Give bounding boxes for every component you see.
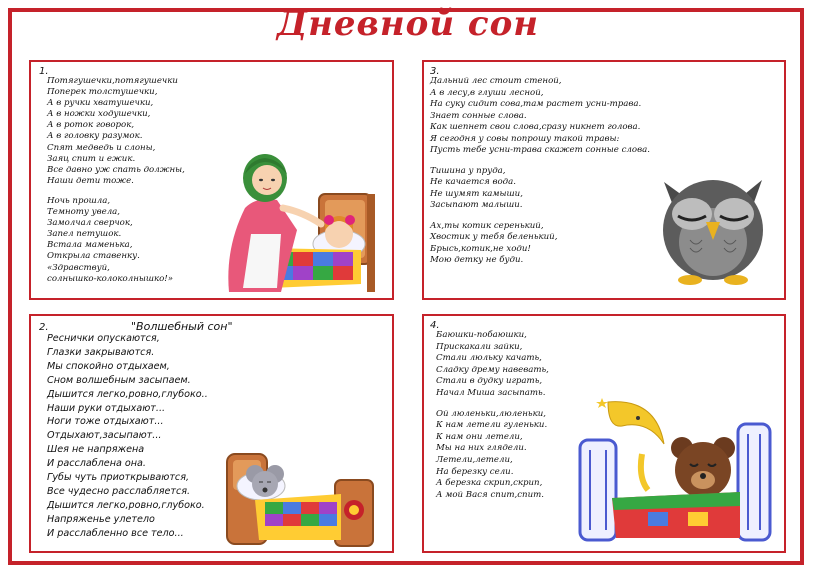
- poem-line: Сном волшебным засыпаем.: [47, 374, 191, 386]
- stanza-gap: [436, 400, 549, 409]
- poem-line: Мою детку не буди.: [430, 255, 524, 265]
- poem-line: Глазки закрываются.: [47, 346, 155, 358]
- poem-line: К нам летели гуленьки.: [436, 420, 548, 431]
- poem-line: Знает сонные слова.: [430, 110, 527, 121]
- poem-line: Напряженье улетело: [47, 513, 155, 525]
- poem-line: Наши руки отдыхают...: [47, 402, 166, 414]
- poem-line: Дышится легко,ровно,глубоко.: [47, 499, 205, 511]
- poem-line: «Здравствуй,: [47, 262, 110, 273]
- poem-line: Ах,ты котик серенький,: [430, 220, 544, 231]
- panel-number: 1.: [39, 66, 49, 77]
- poem-line: Не качается вода.: [430, 177, 516, 187]
- poem-line: Потягушечки,потягушечки: [47, 76, 178, 86]
- poem-line: Стали люльку качать,: [436, 353, 542, 364]
- poem-line: Засыпают малыши.: [430, 200, 523, 210]
- poem-line: Губы чуть приоткрываются,: [47, 472, 190, 484]
- poem-panel-2: [29, 314, 394, 553]
- poem-line: Замолчал сверчок,: [47, 218, 133, 229]
- poem-line: Тишина у пруда,: [430, 165, 506, 176]
- poem-line: Ой люленьки,люленьки,: [436, 408, 546, 419]
- panel-number: 2.: [39, 322, 49, 333]
- poem-panel-1: [29, 60, 394, 300]
- panel-number: 3.: [430, 66, 440, 77]
- poem-line: Пусть тебе усни-трава скажет сонные слова.: [430, 145, 650, 155]
- poem-line: Мы спокойно отдыхаем,: [47, 360, 170, 372]
- poem-line: Дышится легко,ровно,глубоко..: [47, 388, 208, 400]
- poem-line: Хвостик у тебя беленький,: [430, 232, 558, 242]
- poem-line: Я сегодня у совы попрошу такой травы:: [430, 133, 620, 144]
- poem-line: Открыла ставенку.: [47, 251, 140, 262]
- poem-line: Прискакали зайки,: [436, 341, 523, 352]
- poem-line: Все давно уж спать должны,: [47, 164, 185, 175]
- stanza-gap: [430, 157, 650, 166]
- poem-line: И расслабленно все тело...: [47, 527, 184, 539]
- poem-line: Не шумят камыши,: [430, 188, 523, 199]
- poem-line: Ноги тоже отдыхают...: [47, 416, 164, 428]
- poem-line: А березка скрип,скрип,: [436, 478, 543, 489]
- poem-line: На березку сели.: [436, 466, 514, 477]
- poem-line: Наши дети тоже.: [47, 175, 134, 186]
- poem-text: [47, 76, 185, 285]
- moon-bear-icon: [578, 394, 774, 544]
- poem-line: солнышко-колоколнышко!»: [47, 273, 174, 284]
- poem-line: Начал Миша засыпать.: [436, 387, 546, 398]
- poem-panel-4: [422, 314, 786, 553]
- mouse-bed-icon: [225, 444, 375, 548]
- poem-line: А в головку разумок.: [47, 131, 143, 142]
- poem-line: К нам они летели,: [436, 431, 523, 442]
- page-title: Дневной сон: [276, 4, 540, 44]
- poem-line: Запел петушок.: [47, 229, 122, 240]
- panel-number: 4.: [430, 320, 440, 331]
- stanza-gap: [47, 187, 185, 196]
- poem-line: Дальний лес стоит стеной,: [430, 76, 562, 86]
- poem-line: Спят медведь и слоны,: [47, 142, 156, 153]
- poem-line: А в ручки хватушечки,: [47, 98, 154, 109]
- poem-line: Отдыхают,засыпают...: [47, 430, 162, 442]
- poem-line: Темноту увела,: [47, 207, 121, 218]
- grandmother-icon: [211, 138, 391, 298]
- poem-panel-3: [422, 60, 786, 300]
- poem-line: Мы на них глядели.: [436, 443, 527, 454]
- poem-line: Как шепнет свои слова,сразу никнет голова.: [430, 122, 641, 132]
- poem-line: Встала маменька,: [47, 240, 133, 251]
- poem-line: А мой Вася спит,спит.: [436, 489, 545, 500]
- poem-line: Сладку дрему навевать,: [436, 364, 549, 375]
- poem-line: Летели,летели,: [436, 454, 513, 465]
- poem-line: Все чудесно расслабляется.: [47, 485, 191, 497]
- poem-text: [47, 332, 208, 541]
- poem-line: А в лесу,в глуши лесной,: [430, 87, 544, 98]
- stanza-gap: [430, 212, 650, 221]
- poem-text: [430, 76, 650, 267]
- poem-line: Брысь,котик,не ходи!: [430, 243, 531, 254]
- poem-line: А в роток говорок,: [47, 120, 135, 131]
- poem-line: Реснички опускаются,: [47, 333, 160, 344]
- poem-line: И расслаблена она.: [47, 458, 146, 470]
- poem-title: "Волшебный сон": [131, 320, 233, 333]
- poem-line: На суку сидит сова,там растет усни-трава.: [430, 99, 642, 109]
- owl-icon: [650, 168, 776, 286]
- poem-line: Поперек толстушечки,: [47, 87, 158, 98]
- poem-line: Баюшки-побаюшки,: [436, 330, 527, 340]
- poem-line: Ночь прошла,: [47, 195, 111, 206]
- poem-line: Стали в дудку играть,: [436, 376, 543, 387]
- poem-line: А в ножки ходушечки,: [47, 109, 151, 120]
- poem-text: [436, 330, 549, 501]
- poem-line: Заяц спит и ежик.: [47, 153, 136, 164]
- poem-line: Шея не напряжена: [47, 444, 145, 456]
